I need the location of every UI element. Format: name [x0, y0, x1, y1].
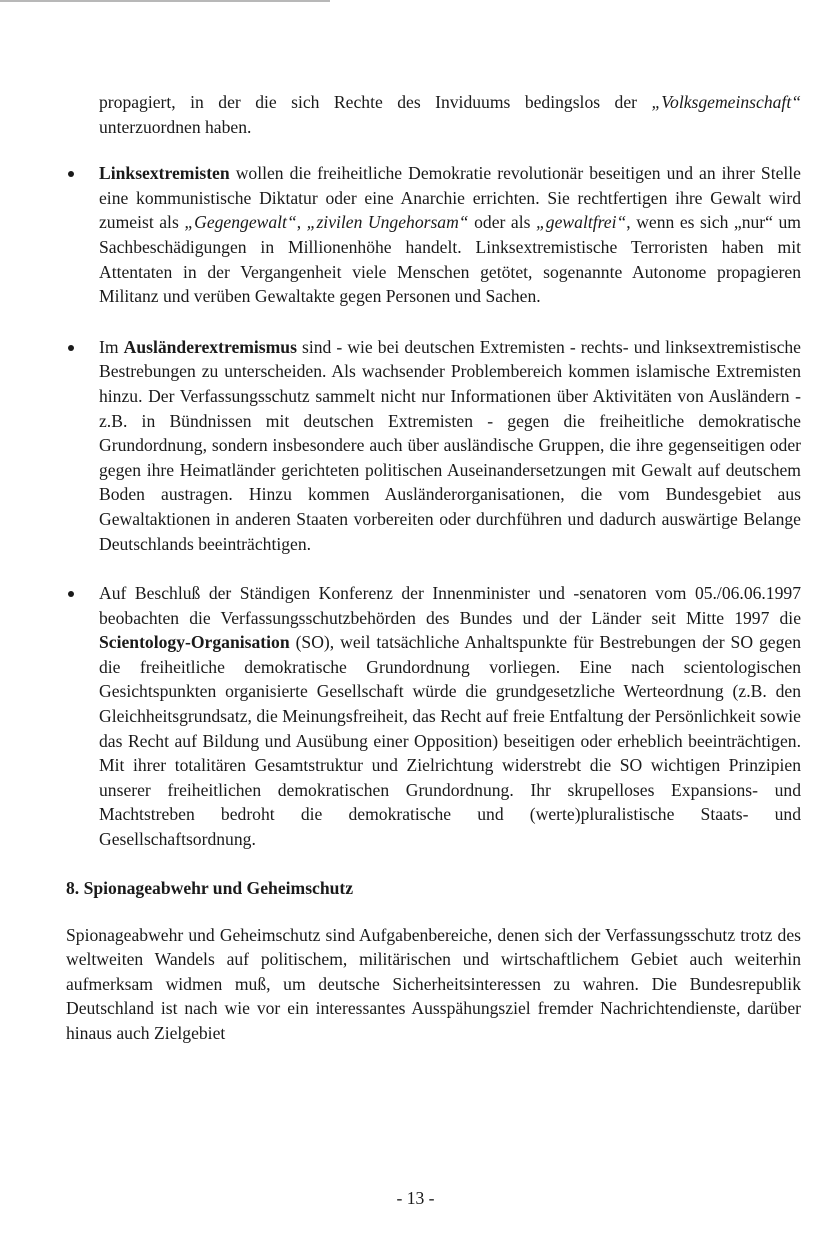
term-linksextremisten: Linksextremisten	[99, 163, 230, 184]
section-heading: 8. Spionageabwehr und Geheimschutz	[66, 877, 354, 898]
text-segment: (SO), weil tatsächliche Anhaltspunkte für Bestrebungen der SO gegen die freiheitliche demokratische Grundordnung vorliegen. Eine nach scientologischen Gesichtspunkten organisierte Gesellschaft würde die grundgesetzliche Werteordnung (z.B. den Gleichheitsgrundsatz, die Meinungsfreiheit, das Recht auf freie Entfaltung der Persönlichkeit sowie das Recht auf Bildung und Ausübung einer Opposition) beseitigen oder erheblich beeinträchtigen. Mit ihrer totalitären Gesamtstruktur und Zielrichtung widerstrebt die SO wichtigen Prinzipien unserer freiheitlichen demokratischen Grundordnung. Ihr skrupelloses Expansions- und Machtstreben bedroht die demokratische und (werte)pluralistische Staats- und Gesellschaftsordnung.	[99, 632, 801, 850]
bullet-scientology	[99, 581, 801, 852]
top-rule	[0, 0, 330, 2]
bullet-dot	[68, 345, 74, 351]
text-segment: Im	[99, 336, 124, 357]
term-scientology: Scientology-Organisation	[99, 632, 290, 653]
italic-segment: „zivilen Ungehorsam“	[306, 212, 469, 233]
intro-text: propagiert, in der die sich Rechte des Inviduums bedingslos der	[99, 92, 652, 112]
intro-text-end: unterzuordnen haben.	[99, 116, 252, 137]
bullet-linksextremisten	[99, 161, 801, 309]
bullet-dot	[68, 591, 74, 597]
text-segment: , wenn es sich „nur“ um Sachbeschädigungen in Millionenhöhe handelt. Linksextremistische Terroristen haben mit Attentaten in der Vergangenheit viele Menschen getötet, sogenannte Autonome propagieren Militanz und verüben Gewaltakte gegen Personen und Sachen.	[99, 212, 801, 307]
document-page	[66, 90, 801, 1046]
bullet-dot	[68, 171, 74, 177]
text-segment: wollen die freiheitliche Demokratie revolutionär beseitigen und an ihrer Stelle eine kommunistische Diktatur oder eine Anarchie errichten. Sie rechtfertigen ihre Gewalt wird zumeist als	[99, 163, 801, 233]
text-segment: sind - wie bei deutschen Extremisten - rechts- und linksextremistische Bestrebungen zu unterscheiden. Als wachsender Problembereich kommen islamische Extremisten hinzu. Der Verfassungsschutz sammelt nicht nur Informationen über Aktivitäten von Ausländern - z.B. in Bündnissen mit deutschen Extremisten - gegen die freiheitliche demokratische Grundordnung, sondern insbesondere auch über ausländische Gruppen, die ihre gegenseitigen oder gegen ihre Heimatländer gerichteten politischen Auseinandersetzungen mit Gewalt auf deutschem Boden austragen. Hinzu kommen Ausländerorganisationen, die vom Bundesgebiet aus Gewaltaktionen in anderen Staaten vorbereiten oder durchführen und dadurch auswärtige Belange Deutschlands beeinträchtigen.	[99, 336, 801, 554]
section-paragraph: Spionageabwehr und Geheimschutz sind Aufgabenbereiche, denen sich der Verfassungsschutz trotz des weltweiten Wandels auf politischem, militärischen und wirtschaftlichem Gebiet auch weiterhin aufmerksam widmen muß, um deutsche Sicherheitsinteressen zu wahren. Die Bundesrepublik Deutschland ist nach wie vor ein interessantes Ausspähungsziel fremder Nachrichtendienste, darüber hinaus auch Zielgebiet	[66, 924, 801, 1043]
italic-segment: „Gegengewalt“	[184, 212, 297, 233]
intro-paragraph	[99, 90, 801, 139]
intro-italic: „Volksgemeinschaft“	[651, 92, 801, 112]
text-segment: Auf Beschluß der Ständigen Konferenz der Innenminister und -senatoren vom 05./06.06.1997 beobachten die Verfassungsschutzbehörden des Bundes und der Länder seit Mitte 1997 die	[99, 583, 801, 628]
italic-segment: „gewaltfrei“	[536, 212, 627, 233]
page-number: - 13 -	[396, 1188, 435, 1208]
text-segment: ,	[296, 212, 307, 233]
text-segment: oder als	[468, 212, 537, 233]
term-auslaenderextremismus: Ausländerextremismus	[123, 336, 297, 357]
bullet-auslaenderextremismus	[99, 335, 801, 556]
